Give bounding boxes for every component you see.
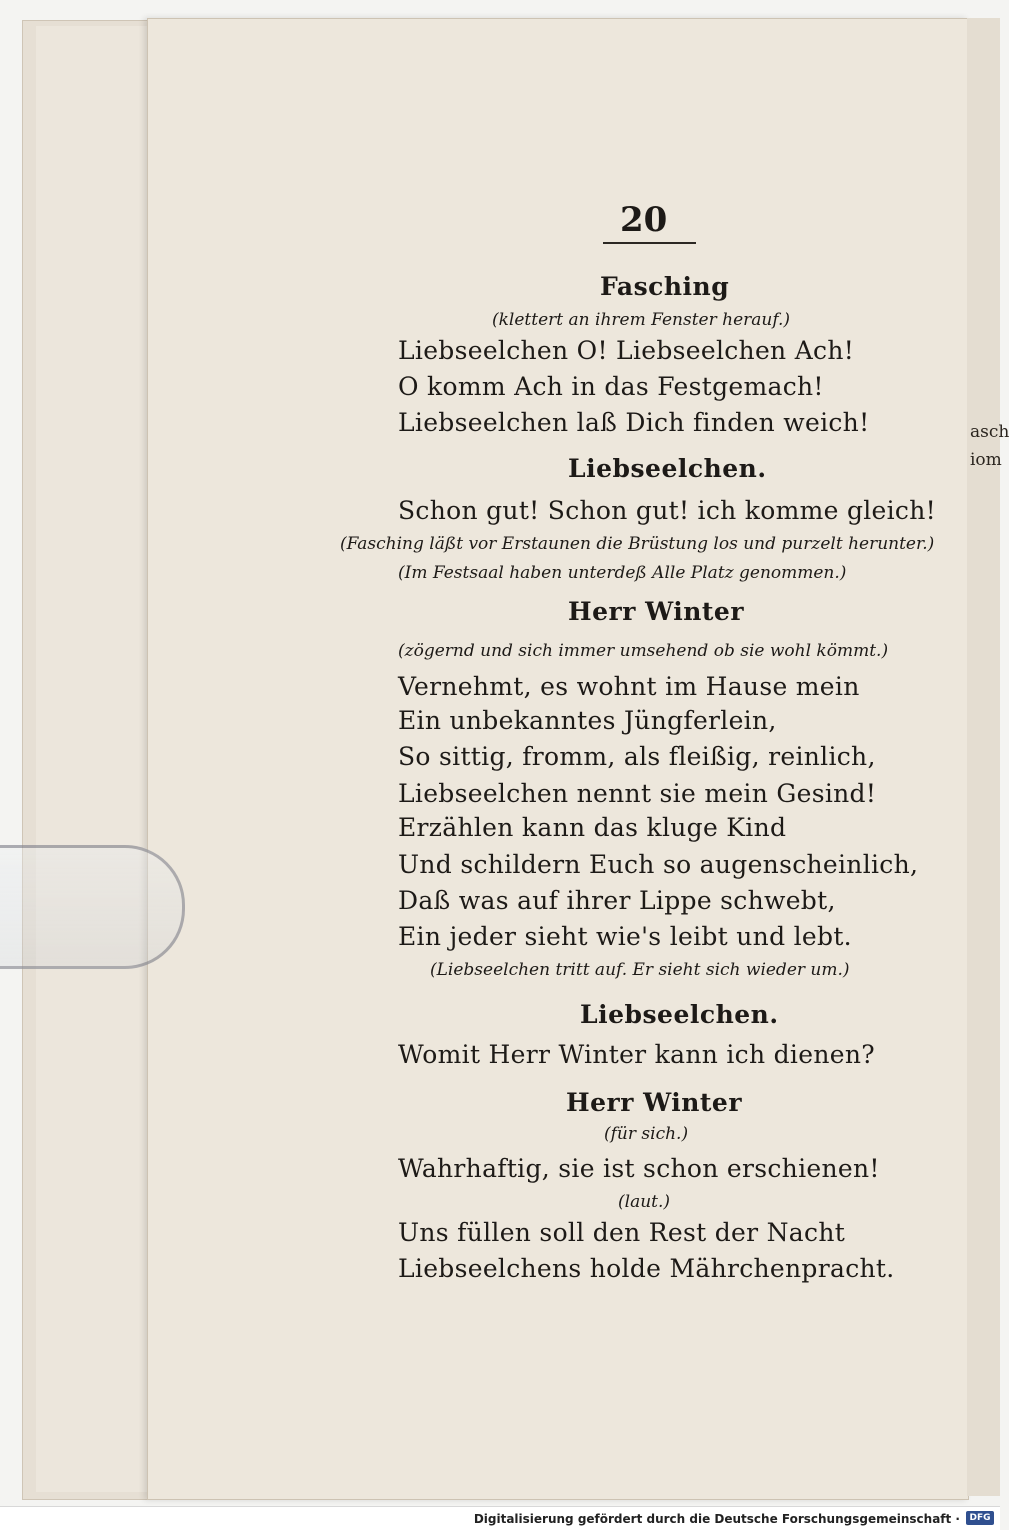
stage-direction: (Liebseelchen tritt auf. Er sieht sich wieder um.) bbox=[430, 960, 850, 980]
stage-direction: (zögernd und sich immer umsehend ob sie wohl kömmt.) bbox=[398, 641, 889, 661]
verse-line: Liebseelchen laß Dich finden weich! bbox=[398, 408, 870, 437]
verse-line: Schon gut! Schon gut! ich komme gleich! bbox=[398, 496, 936, 525]
verse-line: Wahrhaftig, sie ist schon erschienen! bbox=[398, 1154, 880, 1183]
verse-line: Womit Herr Winter kann ich dienen? bbox=[398, 1040, 875, 1069]
verse-line: Vernehmt, es wohnt im Hause mein bbox=[398, 672, 860, 701]
stage-direction: (klettert an ihrem Fenster herauf.) bbox=[492, 310, 791, 330]
dfg-logo: DFG bbox=[966, 1511, 994, 1525]
page-number: 20 bbox=[620, 200, 668, 240]
speaker-heading: Fasching bbox=[600, 272, 730, 301]
stage-direction: (Fasching läßt vor Erstaunen die Brüstung los und purzelt herunter.) bbox=[340, 534, 935, 554]
verse-line: Liebseelchens holde Mährchenpracht. bbox=[398, 1254, 895, 1283]
verse-line: O komm Ach in das Festgemach! bbox=[398, 372, 824, 401]
stage-direction: (Im Festsaal haben unterdeß Alle Platz genommen.) bbox=[398, 563, 847, 583]
verse-line: Erzählen kann das kluge Kind bbox=[398, 813, 787, 842]
speaker-heading: Herr Winter bbox=[568, 597, 745, 626]
verse-line: Uns füllen soll den Rest der Nacht bbox=[398, 1218, 846, 1247]
verse-line: Ein jeder sieht wie's leibt und lebt. bbox=[398, 922, 852, 951]
verse-line: So sittig, fromm, als fleißig, reinlich, bbox=[398, 742, 876, 771]
facing-fragment: iom bbox=[970, 450, 1002, 470]
digitization-footer bbox=[0, 1506, 1000, 1530]
verse-line: Liebseelchen nennt sie mein Gesind! bbox=[398, 779, 877, 808]
speaker-heading: Liebseelchen. bbox=[580, 1000, 779, 1029]
footer-credit: Digitalisierung gefördert durch die Deutsche Forschungsgemeinschaft · bbox=[473, 1512, 960, 1526]
speaker-heading: Herr Winter bbox=[566, 1088, 743, 1117]
page-number-rule bbox=[603, 242, 696, 244]
facing-fragment: asch bbox=[970, 422, 1009, 442]
verse-line: Daß was auf ihrer Lippe schwebt, bbox=[398, 886, 836, 915]
stage-direction: (laut.) bbox=[618, 1192, 671, 1212]
verse-line: Liebseelchen O! Liebseelchen Ach! bbox=[398, 336, 855, 365]
stage-direction: (für sich.) bbox=[604, 1124, 689, 1144]
verse-line: Ein unbekanntes Jüngferlein, bbox=[398, 706, 777, 735]
verse-line: Und schildern Euch so augenscheinlich, bbox=[398, 850, 919, 879]
speaker-heading: Liebseelchen. bbox=[568, 454, 767, 483]
